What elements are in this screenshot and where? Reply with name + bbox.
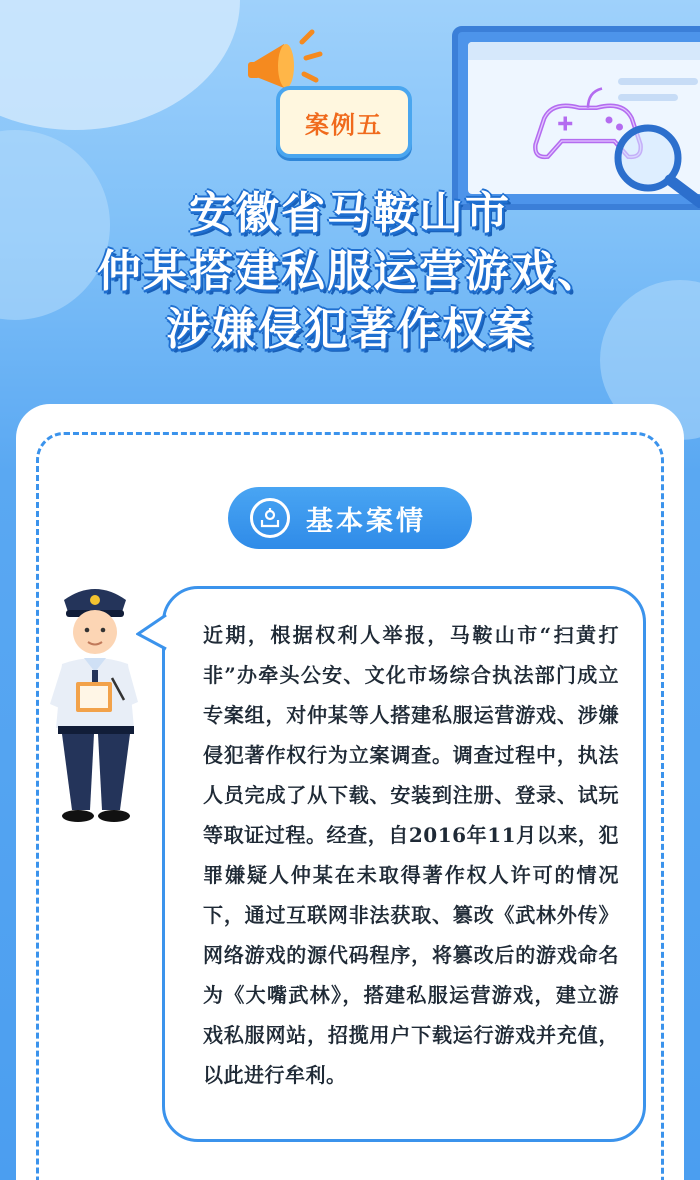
case-description: 近期，根据权利人举报，马鞍山市“扫黄打非”办牵头公安、文化市场综合执法部门成立专案组，对仲某等人搭建私服运营游戏、涉嫌侵犯著作权行为立案调查。调查过程中，执法人员完成了从下载、安装到注册、登录、试玩等取证过程。经查，自2016年11月以来，犯罪嫌疑人仲某在未取得著作权人许可的情况下，通过互联网非法获取、篡改《武林外传》网络游戏的源代码程序，将篡改后的游戏命名为《大嘴武林》，搭建私服运营游戏，建立游戏私服网站，招揽用户下载运行游戏并充值，以此进行牟利。: [203, 623, 619, 1087]
case-badge-group: [246, 22, 416, 142]
speech-bubble: [162, 586, 646, 1142]
bg-decoration-circle: [0, 0, 240, 130]
title-line-3: 涉嫌侵犯著作权案: [166, 304, 534, 355]
title-line-2: 仲某搭建私服运营游戏、: [97, 246, 603, 297]
police-officer-illustration: [40, 578, 150, 828]
case-info-icon: [250, 498, 290, 538]
speech-bubble-tail: [136, 612, 168, 652]
case-number-label: 案例五: [305, 109, 383, 139]
case-number-badge: [276, 86, 412, 158]
section-header: [228, 487, 472, 549]
title-line-1: 安徽省马鞍山市: [189, 188, 511, 239]
page-title: [0, 185, 700, 359]
section-title: 基本案情: [306, 505, 426, 537]
